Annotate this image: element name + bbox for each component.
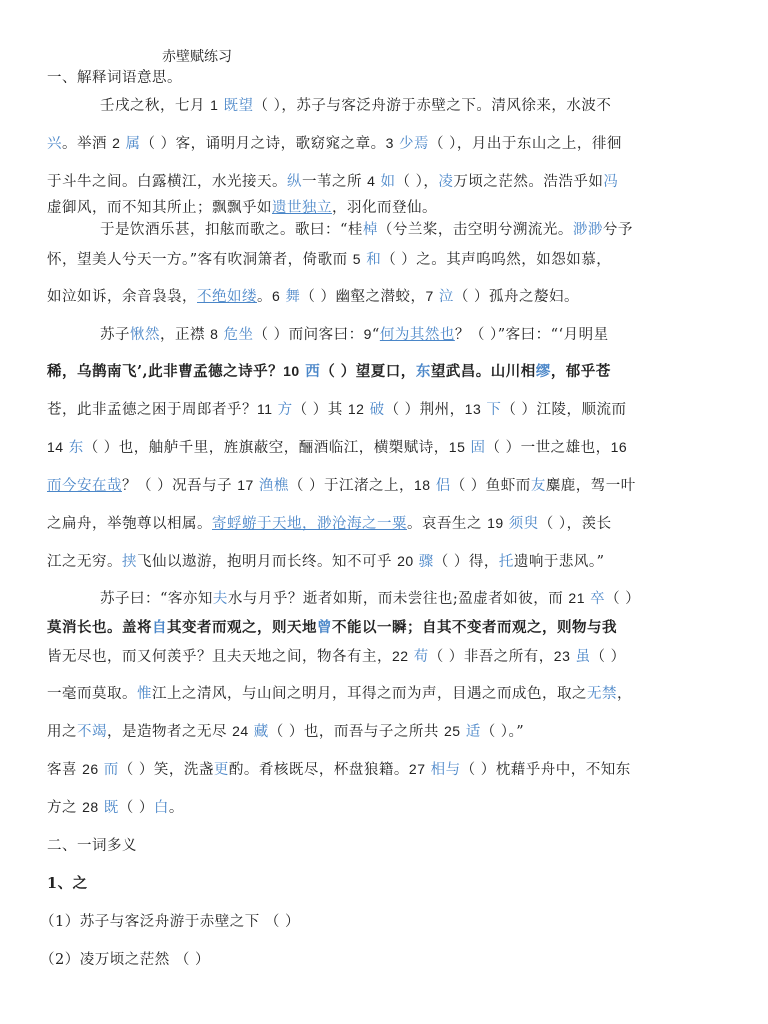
sub-question: （2）凌万顷之茫然 （ ）: [40, 952, 210, 968]
paragraph-line: 苏子曰：“客亦知夫水与月乎？逝者如斯，而未尝往也;盈虚者如彼，而 21 卒（ ）: [100, 590, 641, 607]
paragraph-line: 虚御风，而不知其所止；飘飘乎如遗世独立，羽化而登仙。: [47, 200, 437, 216]
paragraph-line: 之扁舟，举匏尊以相属。寄蜉蝣于天地，渺沧海之一粟。哀吾生之 19 须臾（ ），羡长: [47, 515, 612, 532]
paragraph-line: 皆无尽也，而又何羡乎？且夫天地之间，物各有主，22 苟（ ）非吾之所有，23 虽（ ）: [47, 648, 626, 665]
item-heading: 1、之: [47, 875, 88, 892]
paragraph-line: 怀，望美人兮天一方。”客有吹洞箫者，倚歌而 5 和（ ）之。其声呜呜然，如怨如慕，: [47, 251, 612, 268]
section-heading-1: 一、解释词语意思。: [47, 70, 182, 86]
paragraph-line: 用之不竭，是造物者之无尽 24 藏（ ）也，而吾与子之所共 25 适（ ）。”: [47, 723, 525, 740]
paragraph-line: 于斗牛之间。白露横江，水光接天。纵一苇之所 4 如（ ），凌万顷之茫然。浩浩乎如冯: [47, 173, 619, 190]
paragraph-line: 如泣如诉，余音袅袅，不绝如缕。6 舞（ ）幽壑之潜蛟，7 泣（ ）孤舟之嫠妇。: [47, 288, 580, 305]
paragraph-line: 于是饮酒乐甚，扣舷而歌之。歌曰：“桂棹（兮兰桨，击空明兮溯流光。渺渺兮予: [100, 222, 633, 238]
paragraph-line: 一毫而莫取。惟江上之清风，与山间之明月，耳得之而为声，目遇之而成色，取之无禁，: [47, 686, 632, 702]
page-title: 赤壁赋练习: [162, 49, 232, 65]
paragraph-line: 江之无穷。挟飞仙以遨游，抱明月而长终。知不可乎 20 骤（ ）得，托遗响于悲风。”: [47, 553, 605, 570]
paragraph-line: 苍，此非孟德之困于周郎者乎？11 方（ ）其 12 破（ ）荆州，13 下（ ）江陵，顺流而: [47, 401, 627, 418]
paragraph-line: 而今安在哉？（ ）况吾与子 17 渔樵（ ）于江渚之上，18 侣（ ）鱼虾而友麋鹿，驾一叶: [47, 477, 636, 494]
sub-question: （1）苏子与客泛舟游于赤壁之下 （ ）: [40, 914, 300, 930]
section-heading-2: 二、一词多义: [47, 838, 137, 854]
paragraph-line: 苏子愀然，正襟 8 危坐（ ）而问客曰：9“何为其然也？（ ）”客曰：“‘月明星: [100, 326, 609, 343]
paragraph-line: 壬戌之秋，七月 1 既望（ ），苏子与客泛舟游于赤壁之下。清风徐来，水波不: [100, 97, 612, 114]
paragraph-line: 稀，乌鹊南飞’,此非曹孟德之诗乎？10 西（ ）望夏口，东望武昌。山川相缪，郁乎苍: [47, 363, 611, 380]
paragraph-line: 莫消长也。盖将自其变者而观之，则天地曾不能以一瞬；自其不变者而观之，则物与我: [47, 619, 617, 636]
paragraph-line: 方之 28 既（ ）白。: [47, 799, 184, 816]
paragraph-line: 客喜 26 而（ ）笑，洗盏更酌。肴核既尽，杯盘狼籍。27 相与（ ）枕藉乎舟中，不知东: [47, 761, 631, 778]
paragraph-line: 兴。举酒 2 属（ ）客，诵明月之诗，歌窈窕之章。3 少焉（ ），月出于东山之上，徘徊: [47, 135, 622, 152]
paragraph-line: 14 东（ ）也，舳舻千里，旌旗蔽空，酾酒临江，横槊赋诗，15 固（ ）一世之雄也，16: [47, 439, 628, 456]
